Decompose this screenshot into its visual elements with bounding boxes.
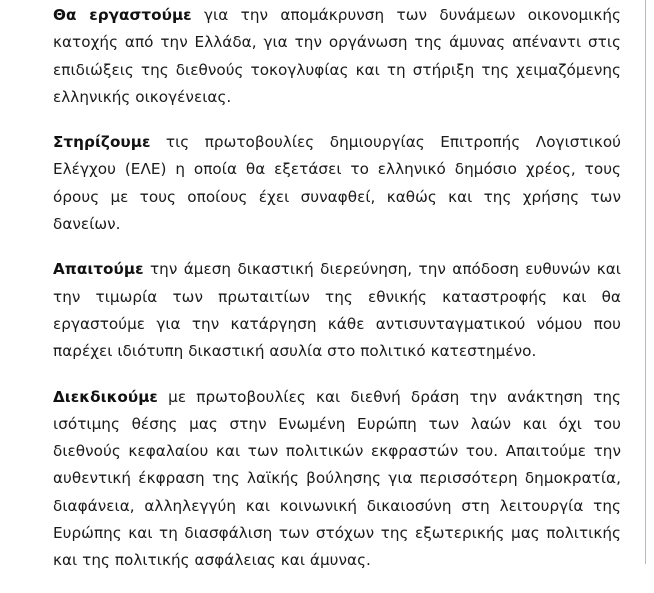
paragraph-lead: Στηρίζουμε	[53, 133, 151, 152]
paragraph-lead: Διεκδικούμε	[53, 387, 158, 406]
paragraph-text: για την απομάκρυνση των δυνάμεων οικονομικής κατοχής από την Ελλάδα, για την οργάνωση της άμυνας απέναντι στις επιδιώξεις της διεθνούς τοκογλυφίας και τη στήριξη της χειμαζόμενης ελληνικής οικογένειας.	[53, 6, 621, 106]
paragraph-text: τις πρωτοβουλίες δημιουργίας Επιτροπής Λογιστικού Ελέγχου (ΕΛΕ) η οποία θα εξετάσει το ελληνικό δημόσιο χρέος, τους όρους με τους οποίους έχει συναφθεί, καθώς και της χρήσης των δανείων.	[53, 133, 621, 234]
paragraph-text: την άμεση δικαστική διερεύνηση, την απόδοση ευθυνών και την τιμωρία των πρωταιτίων της εθνικής καταστροφής και θα εργαστούμε για την κατάργηση κάθε αντισυνταγματικού νόμου που παρέχει ιδιότυπη δικαστική ασυλία στο πολιτικό κατεστημένο.	[53, 260, 621, 361]
document-body	[53, 2, 621, 593]
paragraph-demand	[53, 256, 621, 365]
paragraph-lead: Θα εργαστούμε	[53, 6, 192, 24]
paragraph-text: με πρωτοβουλίες και διεθνή δράση την ανάκτηση της ισότιμης θέσης μας στην Ενωμένη Ευρώπη των λαών και όχι του διεθνούς κεφαλαίου και των πολιτικών εκφραστών του. Απαιτούμε την αυθεντική έκφραση της λαϊκής βούλησης για περισσότερη δημοκρατία, διαφάνεια, αλληλεγγύη και κοινωνική δικαιοσύνη στη λειτουργία της Ευρώπης και τη διασφάλιση των στόχων της εξωτερικής μας πολιτικής και της πολιτικής ασφάλειας και άμυνας.	[53, 387, 621, 570]
paragraph-work-for	[53, 2, 621, 111]
paragraph-support	[53, 129, 621, 238]
paragraph-claim	[53, 384, 621, 575]
window-frame-edge	[645, 0, 654, 564]
paragraph-lead: Απαιτούμε	[53, 260, 144, 279]
